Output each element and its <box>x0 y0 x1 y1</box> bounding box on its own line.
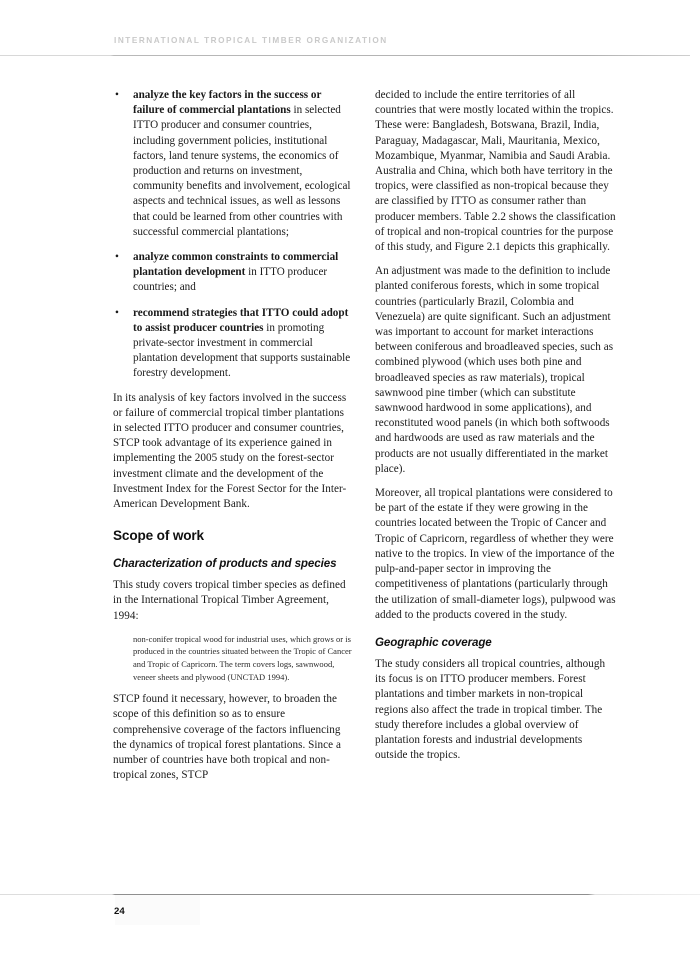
heading-scope-of-work: Scope of work <box>113 528 204 544</box>
list-item-rest: in promoting private-sector investment in commercial plantation development that supports sustainable forestry development. <box>133 321 351 380</box>
blockquote-itta-definition: non-conifer tropical wood for industrial uses, which grows or is produced in the countries situated between the Tropic of Cancer and Tropic of Capricorn. The term covers logs, sawnwood, veneer sheets and plywood (UNCTAD 1994). <box>133 633 352 682</box>
list-item-lead: analyze the key factors in the success or failure of commercial plantations <box>133 89 322 117</box>
list-item <box>113 88 354 240</box>
left-column <box>113 88 354 792</box>
page-number: 24 <box>114 906 125 917</box>
paragraph-definition-intro: This study covers tropical timber species as defined in the International Tropical Timber Agreement, 1994: <box>113 579 346 622</box>
list-item-lead: recommend strategies that ITTO could adopt to assist producer countries <box>133 306 349 334</box>
paragraph-moreover-plantations: Moreover, all tropical plantations were considered to be part of the estate if they were growing in the countries located between the Tropic of Cancer and Tropic of Capricorn, regardless of whether they were native to the tropics. In view of the importance of the pulp-and-paper sector in improving the competitiveness of plantations (particularly through the utilization of small-diameter logs), pulpwood was added to the products covered in the study. <box>375 487 616 621</box>
objectives-bullet-list <box>113 88 354 382</box>
paragraph-country-classification: decided to include the entire territories of all countries that were mostly located within the tropics. These were: Bangladesh, Botswana, Brazil, India, Paraguay, Madagascar, Mali, Mauritania, Mexico, Mozambique, Myanmar, Namibia and Saudi Arabia. Australia and China, which both have territory in the tropics, were classified as non-tropical because they are classified by ITTO as consumer rather than producer members. Table 2.2 shows the classification of tropical and non-tropical countries for the purpose of this study, and Figure 2.1 depicts this graphically. <box>375 89 616 254</box>
bullet-icon: • <box>115 89 119 101</box>
list-item-lead: analyze common constraints to commercial plantation development <box>133 251 339 279</box>
footer-rule <box>0 894 700 895</box>
footer-tint-block <box>115 895 200 925</box>
running-head: INTERNATIONAL TROPICAL TIMBER ORGANIZATION <box>114 36 388 45</box>
paragraph-stcp-analysis: In its analysis of key factors involved in the success or failure of commercial tropical timber plantations in selected ITTO producer and consumer countries, STCP took advantage of its experience gained in implementing the 2005 study on the forest-sector investment climate and the development of the Investment Index for the Forest Sector for the Inter-American Development Bank. <box>113 391 347 511</box>
list-item-rest: in ITTO producer countries; and <box>133 266 328 294</box>
paragraph-broaden-scope: STCP found it necessary, however, to broaden the scope of this definition so as to ensure comprehensive coverage of the factors influencing the dynamics of tropical forest plantations. Since a number of countries have both tropical and non-tropical zones, STCP <box>113 693 341 782</box>
heading-characterization: Characterization of products and species <box>113 557 337 571</box>
bullet-icon: • <box>115 251 119 264</box>
paragraph-coniferous-adjustment: An adjustment was made to the definition to include planted coniferous forests, which in some tropical countries (particularly Brazil, Colombia and Venezuela) are quite significant. Such an adjustment was important to account for market interactions between coniferous and broadleaved species, such as combined plywood (which uses both pine and broadleaved species as raw materials), tropical sawnwood pine timber (which can substitute sawnwood hardwood in some applications), and reconstituted wood panels (in which both softwoods and hardwoods are used as raw materials and the products are not usually differentiated in the market place). <box>375 265 614 475</box>
list-item <box>113 306 354 382</box>
header-rule <box>0 55 690 56</box>
heading-geographic-coverage: Geographic coverage <box>375 635 492 649</box>
right-column <box>375 88 616 772</box>
list-item <box>113 250 354 296</box>
list-item-rest: in selected ITTO producer and consumer countries, including government policies, institutional factors, land tenure systems, the economics of production and returns on investment, community benefits and involvement, ecological aspects and technical issues, as well as lessons that could be learned from other countries with successful commercial plantations; <box>133 104 351 238</box>
paragraph-geographic-coverage: The study considers all tropical countries, although its focus is on ITTO producer members. Forest plantations and timber markets in non-tropical regions also affect the trade in tropical timber. The study therefore includes a global overview of plantation forests and industrial developments outside the tropics. <box>375 657 606 762</box>
bullet-icon: • <box>115 306 119 319</box>
